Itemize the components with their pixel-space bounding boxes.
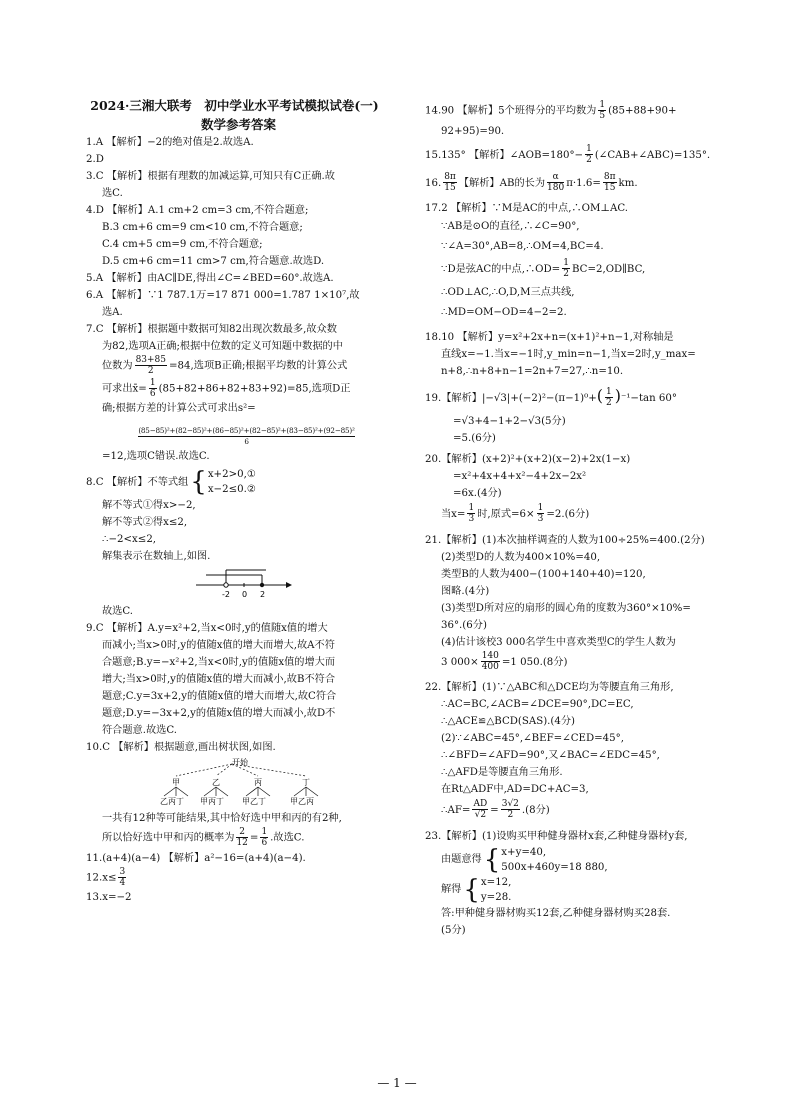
answer-9-e: 题意;C.y=3x+2,y的值随x值的增大而增大,故C符合	[102, 691, 337, 702]
numerator: 1	[605, 387, 612, 397]
answer-17-e: ∴OD⊥AC,∴O,D,M三点共线,	[441, 286, 575, 298]
answer-9: 9.C 【解析】A.y=x²+2,当x<0时,y的值随x值的增大	[86, 623, 328, 634]
tree-diagram	[86, 756, 391, 806]
brace: {	[483, 844, 501, 875]
answer-10-b: 一共有12种等可能结果,其中恰好选中甲和丙的有2种,	[102, 813, 342, 824]
answer-4: 4.D 【解析】A.1 cm+2 cm=3 cm,不符合题意;	[86, 205, 309, 216]
answer-13: 13.x=−2	[86, 892, 132, 903]
answer-7-c	[86, 355, 391, 378]
left-column	[86, 96, 391, 906]
answer-3-cont: 选C.	[102, 188, 123, 199]
text: 由题意得	[441, 854, 482, 865]
answer-23-e: (5分)	[441, 924, 466, 936]
tree-branch	[294, 787, 306, 796]
answer-22-f: ∴△AFD是等腰直角三角形.	[441, 766, 563, 778]
doc-title: 2024·三湘大联考 初中学业水平考试模拟试卷(一)	[90, 98, 379, 113]
eq-1: x+y=40,	[501, 846, 547, 858]
answer-20-d	[425, 502, 730, 528]
right-column	[425, 100, 730, 939]
denominator: 6	[149, 388, 156, 399]
tree-branch	[216, 787, 228, 796]
tree-branch	[246, 787, 258, 796]
text: ⁻¹−tan 60°	[620, 392, 677, 404]
text: (∠CAB+∠ABC)=135°.	[594, 149, 711, 161]
answer-21-g: (4)估计该校3 000名学生中喜欢类型C的学生人数为	[441, 636, 676, 648]
answer-21: 21.【解析】(1)本次抽样调查的人数为100÷25%=400.(2分)	[425, 534, 705, 546]
answer-8-f: 故选C.	[102, 606, 134, 617]
tree-branch	[306, 787, 318, 796]
tree-branch	[258, 787, 270, 796]
fraction	[443, 172, 457, 193]
denominator: 2	[563, 269, 569, 279]
tick-label: 2	[260, 590, 266, 599]
tree-branch	[176, 787, 188, 796]
tree-node: 丁	[302, 778, 310, 787]
answer-20: 20.【解析】(x+2)²+(x+2)(x−2)+2x(1−x)	[425, 453, 631, 465]
denominator: 6	[261, 838, 268, 848]
denominator: 180	[547, 183, 565, 193]
numerator: 2	[236, 827, 247, 838]
text: 19.【解析】|−√3|+(−2)²−(π−1)⁰+	[425, 392, 597, 404]
answer-3: 3.C 【解析】根据有理数的加减运算,可知只有C正确.故	[86, 171, 335, 182]
answer-20-b: =x²+4x+4+x²−4+2x−2x²	[453, 470, 587, 482]
tree-leaf-group: 乙丙丁	[160, 797, 184, 806]
text: BC=2,OD∥BC,	[571, 263, 646, 275]
numerator: AD	[473, 799, 488, 809]
answer-18-c: n+8,∴n+8+n−1=2n+7=27,∴n=10.	[441, 365, 624, 377]
numerator: 1	[468, 503, 475, 513]
answer-7-e: 确;根据方差的计算公式可求出s²=	[102, 403, 256, 414]
text: 3 000×	[441, 656, 479, 668]
text: .(8分)	[521, 804, 550, 816]
number-line-figure	[86, 565, 391, 599]
text: 所以恰好选中甲和丙的概率为	[102, 832, 235, 844]
text: =84,选项B正确;根据平均数的计算公式	[169, 360, 348, 372]
denominator: 3	[537, 514, 544, 524]
answer-22-d: (2)∵∠ABC=45°,∠BEF=∠CED=45°,	[441, 732, 624, 744]
tick-label: 0	[242, 590, 248, 599]
paren: )	[614, 385, 621, 405]
answer-9-b: 而减小;当x>0时,y的值随x值的增大而增大,故A不符	[102, 640, 335, 651]
fraction	[501, 799, 520, 820]
answer-20-c: =6x.(4分)	[453, 487, 502, 499]
text: 位数为	[102, 360, 133, 372]
fraction	[547, 172, 564, 193]
denominator: 15	[444, 183, 456, 193]
variance-fraction	[86, 418, 391, 447]
answer-22-g: 在Rt△ADF中,AD=DC+AC=3,	[441, 783, 589, 795]
numerator: 1	[261, 827, 268, 837]
numerator: 140	[481, 651, 499, 661]
answer-18-b: 直线x=−1.当x=−1时,y_min=n−1,当x=2时,y_max=	[441, 348, 696, 360]
text: 12.x≤	[86, 872, 117, 883]
denominator: 15	[603, 183, 616, 193]
answer-17-c: ∵∠A=30°,AB=8,∴OM=4,BC=4.	[441, 240, 604, 252]
text: 16.	[425, 177, 442, 189]
system	[501, 845, 607, 875]
answer-23-d: 答:甲种健身器材购买12套,乙种健身器材购买28套.	[441, 907, 671, 919]
text: .故选C.	[270, 832, 305, 844]
fraction	[260, 827, 268, 848]
answer-16	[425, 172, 730, 196]
answer-6: 6.A 【解析】∵1 787.1万=17 871 000=1.787 1×10⁷,故	[86, 290, 360, 301]
text: 8.C 【解析】不等式组	[86, 476, 189, 488]
text: 时,原式=6×	[477, 508, 535, 520]
answer-23-c	[425, 875, 730, 905]
eq-2: 500x+460y=18 880,	[501, 861, 608, 873]
tree-node: 丙	[254, 778, 262, 787]
text: (85+88+90+	[608, 105, 677, 117]
denominator: 4	[119, 877, 126, 888]
denominator: 2	[147, 366, 154, 376]
eq-2: x−2≤0.②	[207, 484, 256, 495]
tree-bottom-level	[160, 797, 314, 806]
answer-9-f: 题意;D.y=−3x+2,y的值随x值的增大而减小,故D不	[102, 708, 336, 719]
answer-21-c: 类型B的人数为400−(100+140+40)=120,	[441, 568, 646, 580]
tree-leaf-group: 甲乙丙	[290, 797, 314, 806]
answer-4-d: D.5 cm+6 cm=11 cm>7 cm,符合题意.故选D.	[102, 256, 325, 267]
tree-start: 开始	[232, 758, 248, 767]
fraction	[472, 799, 488, 820]
answer-21-b: (2)类型D的人数为400×10%=40,	[441, 551, 601, 563]
answer-10: 10.C 【解析】根据题意,画出树状图,如图.	[86, 742, 276, 753]
brace: {	[190, 467, 207, 497]
system	[208, 467, 256, 497]
answer-6-cont: 选A.	[102, 307, 123, 318]
tree-branch	[164, 787, 176, 796]
system	[481, 875, 512, 905]
answer-9-d: 增大;当x>0时,y的值随x值的增大而减小,故B不符合	[102, 674, 336, 685]
fraction	[236, 827, 247, 848]
tree-node: 乙	[212, 778, 220, 787]
answer-7-b: 为82,选项A正确;根据中位数的定义可知题中数据的中	[102, 341, 343, 352]
eq-1: x+2>0,①	[207, 469, 256, 480]
answer-9-g: 符合题意.故选C.	[102, 725, 178, 736]
denominator: 2	[507, 810, 514, 820]
numerator: 1	[599, 100, 606, 110]
numerator: 8π	[444, 172, 456, 182]
page-number: — 1 —	[377, 1076, 417, 1090]
fraction	[135, 355, 167, 376]
tree-node: 甲	[172, 778, 180, 787]
answer-5: 5.A 【解析】由AC∥DE,得出∠C=∠BED=60°.故选A.	[86, 273, 334, 284]
answer-22-h	[425, 798, 730, 824]
fraction	[118, 867, 126, 888]
fraction	[481, 651, 500, 672]
fraction	[603, 172, 617, 193]
fraction	[562, 258, 570, 279]
answer-8-c: 解不等式②得x≤2,	[102, 517, 188, 528]
answer-23-b	[425, 845, 730, 875]
fraction	[605, 387, 613, 408]
tree-top-level	[164, 778, 318, 796]
text: =1 050.(8分)	[501, 656, 568, 668]
text: km.	[618, 177, 638, 189]
tree-leaf-group: 甲丙丁	[200, 797, 224, 806]
text: 当x=	[441, 508, 466, 520]
answer-15	[425, 144, 730, 168]
denominator: 2	[586, 155, 592, 165]
answer-22: 22.【解析】(1)∵△ABC和△DCE均为等腰直角三角形,	[425, 681, 674, 693]
answer-8-b: 解不等式①得x>−2,	[102, 500, 196, 511]
answer-7: 7.C 【解析】根据题中数据可知82出现次数最多,故众数	[86, 324, 337, 335]
tick-label: -2	[222, 590, 230, 599]
answer-9-c: 合题意;B.y=−x²+2,当x<0时,y的值随x值的增大而	[102, 657, 336, 668]
answer-11: 11.(a+4)(a−4) 【解析】a²−16=(a+4)(a−4).	[86, 852, 306, 864]
answer-2: 2.D	[86, 154, 104, 165]
numerator: α	[547, 172, 564, 183]
paren: (	[596, 385, 603, 405]
fraction	[149, 378, 157, 399]
text: 可求出x̄=	[102, 383, 147, 394]
answer-8	[86, 467, 391, 497]
answer-4-b: B.3 cm+6 cm=9 cm<10 cm,不符合题意;	[102, 222, 303, 233]
numerator: 1	[149, 377, 156, 388]
answer-22-e: ∴∠BFD=∠AFD=90°,又∠BAC=∠EDC=45°,	[441, 749, 660, 761]
answer-8-d: ∴−2<x≤2,	[102, 534, 157, 545]
text: 【解析】AB的长为	[458, 177, 546, 189]
brace: {	[463, 874, 480, 905]
answer-19	[425, 382, 730, 413]
answer-7-g: =12,选项C错误.故选C.	[102, 451, 210, 462]
answer-4-c: C.4 cm+5 cm=9 cm,不符合题意;	[102, 239, 263, 250]
text: =	[490, 804, 499, 816]
text: 14.90 【解析】5个班得分的平均数为	[425, 105, 597, 117]
variance-denominator: 6	[244, 437, 249, 446]
numerator: 1	[563, 258, 569, 268]
answer-21-d: 图略.(4分)	[441, 585, 490, 597]
answer-14-b: 92+95)=90.	[441, 125, 505, 137]
fraction	[467, 503, 475, 524]
numerator: 1	[537, 503, 544, 513]
fraction	[537, 503, 545, 524]
denominator: √2	[474, 810, 487, 820]
tree-leaf-group: 甲乙丁	[242, 797, 266, 806]
answer-17-f: ∴MD=OM−OD=4−2=2.	[441, 306, 567, 318]
text: ∴AF=	[441, 804, 471, 816]
answer-22-b: ∴AC=BC,∠ACB=∠DCE=90°,DC=EC,	[441, 698, 634, 710]
answer-7-d	[86, 378, 391, 401]
fraction	[598, 100, 606, 121]
answer-8-e: 解集表示在数轴上,如图.	[102, 551, 211, 562]
answer-23: 23.【解析】(1)设购买甲种健身器材x套,乙种健身器材y套,	[425, 830, 688, 842]
answer-12	[86, 867, 391, 890]
answer-19-b: =√3+4−1+2−√3(5分)	[453, 415, 566, 427]
answer-21-h	[425, 651, 730, 675]
denominator: 2	[605, 398, 612, 408]
numerator: 1	[586, 144, 592, 154]
text: =	[249, 832, 259, 844]
answer-17: 17.2 【解析】∵M是AC的中点,∴OM⊥AC.	[425, 202, 629, 214]
denominator: 12	[236, 838, 248, 848]
eq-2: y=28.	[480, 891, 512, 903]
denominator: 3	[468, 514, 475, 524]
answer-1: 1.A 【解析】−2的绝对值是2.故选A.	[86, 137, 254, 148]
answer-17-d	[425, 257, 730, 283]
numerator: 3√2	[501, 799, 519, 809]
answer-22-c: ∴△ACE≌△BCD(SAS).(4分)	[441, 715, 576, 727]
text: ∵D是弦AC的中点,∴OD=	[441, 263, 561, 275]
text: =2.(6分)	[546, 508, 590, 520]
text: 解得	[441, 884, 462, 895]
answer-10-c	[86, 827, 391, 850]
denominator: 400	[481, 662, 499, 672]
text: 15.135° 【解析】∠AOB=180°−	[425, 149, 584, 161]
text: π·1.6=	[566, 177, 601, 189]
answer-19-c: =5.(6分)	[453, 432, 496, 444]
answer-21-e: (3)类型D所对应的扇形的圆心角的度数为360°×10%=	[441, 602, 691, 614]
fraction	[585, 144, 593, 165]
answer-17-b: ∵AB是⊙O的直径,∴∠C=90°,	[441, 220, 580, 232]
eq-1: x=12,	[480, 876, 512, 888]
tree-branch	[204, 787, 216, 796]
text: (85+82+86+82+83+92)=85,选项D正	[158, 383, 351, 394]
denominator: 5	[599, 111, 606, 121]
numerator: 83+85	[135, 355, 167, 365]
doc-subtitle: 数学参考答案	[200, 117, 276, 132]
answer-14	[425, 100, 730, 123]
answer-21-f: 36°.(6分)	[441, 619, 487, 631]
numerator: 3	[119, 866, 126, 877]
answer-18: 18.10 【解析】y=x²+2x+n=(x+1)²+n−1,对称轴是	[425, 331, 674, 343]
variance-numerator: (85−85)²+(82−85)²+(86−85)²+(82−85)²+(83−85)²+(92−85)²	[138, 426, 355, 435]
numerator: 8π	[603, 172, 616, 182]
